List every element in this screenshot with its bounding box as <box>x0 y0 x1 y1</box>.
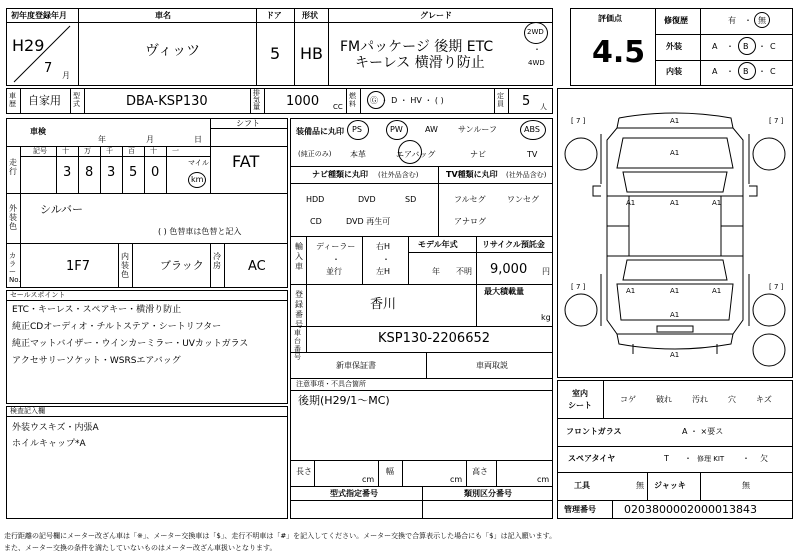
sales-point-line: ETC・キーレス・スペアキー・横滑り防止 <box>12 305 182 315</box>
model-year-label: モデル年式 <box>418 240 458 249</box>
grade-line-2: キーレス 横滑り防止 <box>355 55 485 71</box>
jack-label: ジャッキ <box>654 481 686 490</box>
damage-mark: A1 <box>670 351 680 359</box>
tv-label: TV種類に丸印 <box>446 170 498 179</box>
mileage-col-header: 一 <box>172 147 179 155</box>
inspector-line: 外装ウスキズ・内張A <box>12 423 99 433</box>
reg-era: H29 <box>12 36 45 55</box>
bracket-mark: [ 7 ] <box>769 283 784 291</box>
int-c: C <box>770 67 776 76</box>
ac-value: AC <box>248 259 266 274</box>
mileage-col-header: 千 <box>106 147 113 155</box>
import-parallel: 並行 <box>326 267 342 276</box>
registration-value: 香川 <box>370 297 397 312</box>
equip-aw: AW <box>425 125 438 134</box>
drive-dot: ・ <box>533 45 541 54</box>
tools-label: 工具 <box>574 481 590 490</box>
bracket-mark: [ 7 ] <box>571 117 586 125</box>
damage-mark: A1 <box>712 199 722 207</box>
spare-tire-t: T <box>664 454 669 463</box>
year-unit: 年 <box>98 135 106 144</box>
int-b: B <box>743 67 749 76</box>
mileage-digit: 5 <box>129 165 138 180</box>
month-unit: 月 <box>62 71 70 80</box>
shape-label: 形状 <box>302 11 318 20</box>
ext-dot-1: ・ <box>726 42 734 51</box>
score-value: 4.5 <box>592 35 646 70</box>
max-load-unit: kg <box>541 313 551 322</box>
equipment-sub: (純正のみ) <box>298 150 332 158</box>
car-name-label: 車名 <box>155 11 171 20</box>
color-no-label: カラーNo. <box>9 252 21 284</box>
import-label: 輸入車 <box>295 242 303 271</box>
sheet-yabure: 破れ <box>656 395 672 404</box>
import-right: 右H <box>376 242 391 251</box>
tv-sub: (社外品含む) <box>506 171 547 179</box>
repair-dot: ・ <box>744 16 752 25</box>
mileage-divider <box>122 146 123 193</box>
ext-b: B <box>743 42 749 51</box>
import-dealer: ディーラー <box>316 242 356 251</box>
length-label: 長さ <box>296 467 312 476</box>
mile-label: マイル <box>188 159 209 167</box>
spare-tire-kit: 修理 KIT <box>697 455 725 463</box>
damage-mark: A1 <box>670 311 680 319</box>
navi-sub: (社外品含む) <box>378 171 419 179</box>
equip-abs: ABS <box>524 125 540 134</box>
month-unit-2: 月 <box>146 135 154 144</box>
sales-point-line: 純正CDオーディオ・チルトステア・シートリフター <box>12 322 222 332</box>
grade-label: グレード <box>420 11 452 20</box>
mileage-divider <box>144 146 145 193</box>
int-dot-1: ・ <box>726 67 734 76</box>
height-unit: cm <box>537 475 550 484</box>
tools-value: 無 <box>636 481 644 490</box>
front-glass-label: フロントガラス <box>566 427 622 436</box>
footer-line-1: 走行距離の記号欄にメーター改ざん車は「※」、メーター交換車は「$」、走行不明車は「#」を記入してください。メーター交換で合算表示した場合にも「$」は記入願います。 <box>4 532 557 540</box>
notes-label: 注意事項・不具合箇所 <box>296 380 366 388</box>
damage-mark: A1 <box>670 287 680 295</box>
navi-cd: CD <box>310 217 322 226</box>
jack-value: 無 <box>742 481 750 490</box>
equip-pw: PW <box>390 125 403 134</box>
navi-dvd-play: DVD 再生可 <box>346 217 391 226</box>
type-cert-label: 型式指定番号 <box>330 489 378 498</box>
equip-ps: PS <box>352 125 362 134</box>
disp-label: 排気量 <box>253 89 260 111</box>
height-label: 高さ <box>472 467 488 476</box>
damage-mark: A1 <box>670 149 680 157</box>
fuel-g-circle <box>367 91 385 109</box>
sales-point-line: アクセサリーソケット・WSRSエアバッグ <box>12 356 181 366</box>
management-label: 管理番号 <box>564 505 596 514</box>
management-value: 0203800002000013843 <box>624 503 757 516</box>
navi-label: ナビ種類に丸印 <box>312 170 368 179</box>
capacity-unit: 人 <box>540 103 547 111</box>
mileage-col-header: 万 <box>84 147 91 155</box>
tv-analog: アナログ <box>454 217 486 226</box>
fuel-options: Ⓖ ・ D ・ HV ・ ( ) <box>370 96 444 105</box>
ext-dot-2: ・ <box>758 42 766 51</box>
shaken-label: 車検 <box>30 127 46 136</box>
new-warranty: 新車保証書 <box>336 361 376 370</box>
ac-label: 冷房 <box>213 252 221 270</box>
inspector-title: 検査記入欄 <box>10 407 45 415</box>
use-label: 車歴 <box>9 92 16 108</box>
footer-line-2: また、メーター交換の条件を満たしていないものはメーター改ざん車扱いとなります。 <box>4 544 277 552</box>
recycle-label: リサイクル預託金 <box>482 240 545 249</box>
row2-block <box>6 88 553 114</box>
max-load-label: 最大積載量 <box>484 287 524 296</box>
bracket-mark: [ 7 ] <box>571 283 586 291</box>
equip-navi: ナビ <box>470 150 486 159</box>
bracket-mark: [ 7 ] <box>769 117 784 125</box>
car-diagram <box>557 88 793 378</box>
capacity-value: 5 <box>522 94 531 109</box>
spare-tire-label: スペアタイヤ <box>568 454 616 463</box>
inspector-line: ホイルキャップ*A <box>12 439 86 449</box>
mileage-divider <box>78 146 79 193</box>
equip-airbag: エアバッグ <box>396 150 436 159</box>
shape-value: HB <box>300 44 324 63</box>
spare-tire-dot-2: ・ <box>742 454 750 463</box>
use-value: 自家用 <box>28 94 61 107</box>
cc-unit: CC <box>333 103 343 111</box>
model-label: 型式 <box>73 92 80 108</box>
repair-yes: 有 <box>728 16 736 25</box>
interior-sheet-label-1: 室内 <box>572 389 588 398</box>
navi-sd: SD <box>405 195 417 204</box>
repair-label: 修復歴 <box>664 16 688 25</box>
color-label: 外装色 <box>9 204 17 231</box>
length-unit: cm <box>362 475 375 484</box>
fuel-label: 燃料 <box>349 92 356 108</box>
spare-tire-dot-1: ・ <box>684 454 692 463</box>
color-value: シルバー <box>40 203 83 216</box>
ext-c: C <box>770 42 776 51</box>
mileage-digit: 8 <box>85 165 94 180</box>
shift-value: FAT <box>232 152 260 171</box>
color-no-value: 1F7 <box>66 259 91 274</box>
mileage-col-header: 十 <box>150 147 157 155</box>
model-value: DBA-KSP130 <box>126 94 208 109</box>
width-label: 幅 <box>386 467 394 476</box>
mileage-col-header: 百 <box>128 147 135 155</box>
ext-a: A <box>712 42 718 51</box>
recycle-yen: 円 <box>542 267 550 276</box>
color-note: ( ) 色替車は色替と記入 <box>158 227 242 236</box>
displacement: 1000 <box>286 94 320 109</box>
mileage-digit: 3 <box>63 165 72 180</box>
sheet-koge: コゲ <box>620 395 636 404</box>
equip-sunroof: サンルーフ <box>458 125 497 134</box>
front-glass-value: A ・ ×要ス <box>682 427 724 436</box>
import-dot-2: ・ <box>382 255 390 264</box>
import-dot-1: ・ <box>332 255 340 264</box>
mileage-digit: 3 <box>107 165 116 180</box>
mileage-label: 走行 <box>9 158 17 176</box>
km-label: km <box>191 175 204 184</box>
tv-fullseg: フルセグ <box>454 195 486 204</box>
doors-label: ドア <box>266 11 282 20</box>
sheet-ana: 穴 <box>728 395 736 404</box>
mileage-digit: 0 <box>151 165 160 180</box>
sales-points-title: セールスポイント <box>10 291 66 299</box>
sales-point-line: 純正マットバイザー・ウインカーミラー・UVカットガラス <box>12 339 249 349</box>
model-year-unknown: 不明 <box>456 267 472 276</box>
notes-text: 後期(H29/1〜MC) <box>298 394 390 407</box>
reg-year-label: 初年度登録年月 <box>11 11 67 20</box>
car-name: ヴィッツ <box>145 43 201 59</box>
capacity-label: 定員 <box>497 92 504 108</box>
mileage-divider <box>166 146 167 193</box>
reg-month: 7 <box>44 61 53 76</box>
score-label: 評価点 <box>598 14 622 23</box>
exterior-label: 外装 <box>666 42 682 51</box>
damage-mark: A1 <box>670 117 680 125</box>
damage-mark: A1 <box>626 287 636 295</box>
doors-value: 5 <box>270 44 281 63</box>
vehicle-manual: 車両取説 <box>476 361 508 370</box>
repair-no: 無 <box>758 16 766 25</box>
equip-tv: TV <box>527 150 538 159</box>
shift-label: シフト <box>236 119 260 128</box>
drive-2wd: 2WD <box>527 28 544 36</box>
day-unit: 日 <box>194 135 202 144</box>
width-unit: cm <box>450 475 463 484</box>
navi-hdd: HDD <box>306 195 325 204</box>
equipment-label: 装備品に丸印 <box>296 127 344 136</box>
damage-mark: A1 <box>626 199 636 207</box>
sheet-yogore: 汚れ <box>692 395 708 404</box>
import-left: 左H <box>376 267 391 276</box>
damage-mark: A1 <box>712 287 722 295</box>
interior-color-label: 内装色 <box>121 252 129 279</box>
tv-oneseg: ワンセグ <box>507 195 539 204</box>
equip-leather: 本革 <box>350 150 366 159</box>
chassis-value: KSP130-2206652 <box>378 331 491 346</box>
mileage-divider <box>56 146 57 193</box>
interior-color-value: ブラック <box>160 259 204 272</box>
chassis-label: 車台番号 <box>294 329 301 361</box>
recycle-value: 9,000 <box>490 262 528 277</box>
registration-label: 登録番号 <box>295 290 303 329</box>
int-a: A <box>712 67 718 76</box>
drive-4wd: 4WD <box>528 59 545 67</box>
spare-tire-none: 欠 <box>760 454 768 463</box>
int-dot-2: ・ <box>758 67 766 76</box>
model-year-unit: 年 <box>432 267 440 276</box>
damage-mark: A1 <box>670 199 680 207</box>
interior-label: 内装 <box>666 67 682 76</box>
mileage-divider <box>100 146 101 193</box>
navi-dvd: DVD <box>358 195 376 204</box>
grade-line-1: FMパッケージ 後期 ETC <box>340 39 494 55</box>
mileage-col-header: 記号 <box>33 147 47 155</box>
class-no-label: 類別区分番号 <box>464 489 512 498</box>
interior-sheet-label-2: シート <box>568 401 592 410</box>
mileage-col-header: 十 <box>62 147 69 155</box>
sheet-kizu: キズ <box>756 395 772 404</box>
